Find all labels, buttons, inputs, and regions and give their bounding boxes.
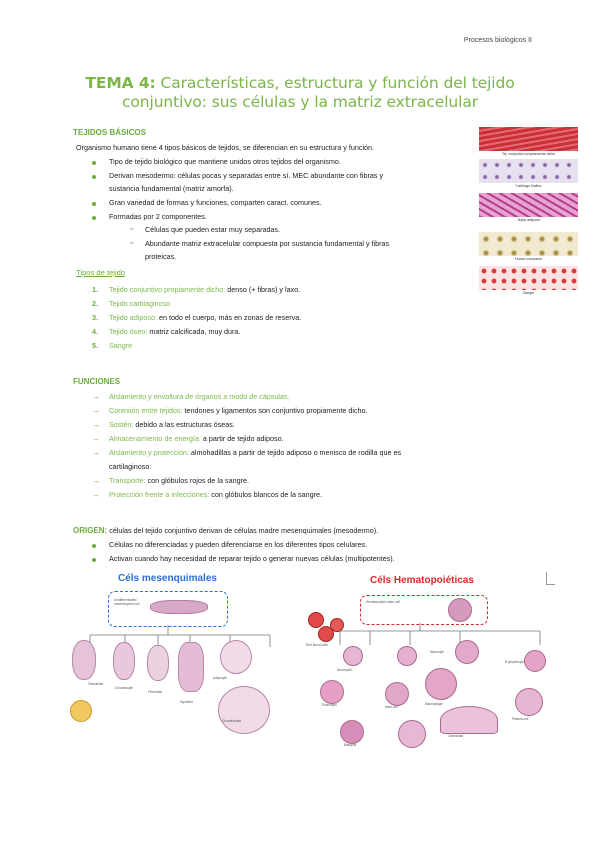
cell-label: Osteoclast — [448, 734, 464, 738]
tipo-name: Tejido óseo: — [109, 327, 148, 336]
title-tema: TEMA 4: — [85, 74, 156, 92]
arrow-icon: → — [92, 476, 100, 485]
funcion-item — [109, 390, 290, 403]
funcion-item — [109, 446, 401, 459]
funcion-name: Aislamiento y envoltura de órganos a modo de cápsulas. — [109, 392, 290, 401]
tipo-number: 3. — [92, 313, 98, 322]
cell-label: Eosinophil — [322, 703, 337, 707]
red-blood-cell-image — [308, 612, 324, 628]
tipo-number: 2. — [92, 299, 98, 308]
funcion-item — [109, 474, 249, 487]
bullet-dot — [92, 202, 96, 206]
tipo-item — [109, 283, 300, 296]
header-subject: Procesos biológicos II — [463, 37, 532, 44]
tejidos-bullet: Formadas por 2 componentes. — [109, 212, 207, 221]
origen-bullet: Células no diferenciadas y pueden diferenciarse en los diferentes tipos celulares. — [109, 540, 368, 549]
sub-arrow-icon: ➢ — [129, 226, 135, 233]
page-title — [40, 74, 560, 112]
mast-cell-image — [385, 682, 409, 706]
osteoblast-cell-image — [72, 640, 96, 680]
diagram-mesenquimales-title: Céls mesenquimales — [118, 573, 217, 584]
tissue-image-hueso — [479, 232, 578, 256]
funcion-desc: a partir de tejido adiposo. — [200, 434, 284, 443]
basophil-precursor-cell-image — [397, 646, 417, 666]
bullet-dot — [92, 216, 96, 220]
tejidos-sub-bullet: proteicas. — [145, 252, 177, 261]
funcion-item — [109, 460, 151, 473]
funcion-name: Protección frente a infecciones: — [109, 490, 210, 499]
macrophage-cell-image — [425, 668, 457, 700]
eosinophil-cell-image — [320, 680, 344, 704]
bullet-dot — [92, 544, 96, 548]
arrow-icon: → — [92, 490, 100, 499]
funcion-item — [109, 418, 235, 431]
bullet-dot — [92, 161, 96, 165]
bullet-dot — [92, 558, 96, 562]
tipo-item — [109, 325, 240, 338]
hematopoietic-tree-lines — [330, 623, 570, 653]
osteoclast-cell-image — [440, 706, 498, 734]
tejidos-sub-bullet: Abundante matriz extracelular compuesta por sustancia fundamental y fibras — [145, 239, 390, 248]
tissue-caption: Tej. conjuntivo propiamente dicho — [501, 152, 556, 156]
red-blood-cell-image — [330, 618, 344, 632]
cell-label: Osteoblast — [88, 682, 104, 686]
tissue-image-cartilago — [479, 159, 578, 183]
tejidos-sub-bullet: Células que pueden estar muy separadas. — [145, 225, 281, 234]
tissue-image-sangre — [479, 266, 578, 290]
tejidos-bullet: Tipo de tejido biológico que mantiene unidos otros tejidos del organismo. — [109, 157, 341, 166]
tissue-caption: Tejido adiposo — [517, 218, 540, 222]
funcion-desc: con glóbulos blancos de la sangre. — [209, 490, 322, 499]
section-tejidos-heading: TEJIDOS BÁSICOS — [73, 128, 146, 137]
osteoclast-precursor-image — [398, 720, 426, 748]
arrow-icon: → — [92, 448, 100, 457]
origen-text: células del tejido conjuntivo derivan de células madre mesenquimales (mesodermo). — [107, 526, 379, 535]
funcion-item — [109, 488, 322, 501]
tipo-item — [109, 297, 170, 310]
chondroblast-cell-image — [218, 686, 270, 734]
basophil-cell-image — [340, 720, 364, 744]
cell-label: Myoblast — [180, 700, 193, 704]
cell-label: Neutrophil — [337, 668, 352, 672]
b-lymphocyte-cell-image — [524, 650, 546, 672]
tissue-image-adiposo — [479, 193, 578, 217]
cell-label: Red blood cells — [306, 643, 328, 647]
funcion-desc: almohadillas a partir de tejido adiposo o menisco de rodilla que es — [188, 448, 402, 457]
cell-label: Mast cell — [385, 705, 398, 709]
tejidos-bullet: Gran variedad de formas y funciones, comparten caract. comunes. — [109, 198, 322, 207]
tipo-desc: matriz calcificada, muy dura. — [147, 327, 241, 336]
tipo-item — [109, 311, 301, 324]
adipocyte-cell-image — [178, 642, 204, 692]
tipo-number: 4. — [92, 327, 98, 336]
tipo-name: Sangre — [109, 341, 133, 350]
tipo-number: 5. — [92, 341, 98, 350]
tipo-name: Tejido conjuntivo propiamente dicho: — [109, 285, 226, 294]
origen-bullet: Activan cuando hay necesidad de reparar tejido o generar nuevas células (multipotentes). — [109, 554, 395, 563]
arrow-icon: → — [92, 392, 100, 401]
tipo-name: Tejido cartilaginoso — [109, 299, 171, 308]
cell-label: Plasma cell — [512, 717, 529, 721]
cell-label: Fibroblast — [148, 690, 162, 694]
funcion-item — [109, 404, 368, 417]
tipo-desc: denso (+ fibras) y laxo. — [225, 285, 301, 294]
arrow-icon: → — [92, 420, 100, 429]
cell-label: Macrophage — [425, 702, 443, 706]
tejidos-bullet: sustancia fundamental (matriz amorfa). — [109, 184, 234, 193]
tissue-caption: Cartílago hialino — [515, 184, 542, 188]
myoblast-cell-image — [220, 640, 252, 674]
cell-label: Basophil — [344, 743, 357, 747]
mesenchymal-cell-image — [150, 600, 208, 614]
cell-label: Chondrocyte — [115, 686, 134, 690]
bullet-dot — [92, 175, 96, 179]
plasma-cell-image — [515, 688, 543, 716]
funcion-desc: cartilaginoso. — [109, 462, 152, 471]
funcion-name: Aislamiento y protección: — [109, 448, 189, 457]
tejidos-bullet: Derivan mesodermo: células pocas y separadas entre sí. MEC abundante con fibras y — [109, 171, 384, 180]
arrow-icon: → — [92, 406, 100, 415]
funcion-desc: debido a las estructuras óseas. — [133, 420, 235, 429]
funcion-item — [109, 432, 284, 445]
cell-label: Chondroblast — [222, 719, 241, 723]
hematopoietic-root-label: Hematopoietic stem cell — [366, 600, 400, 604]
cell-label: Adipocyte — [213, 676, 227, 680]
stem-cell-image — [448, 598, 472, 622]
tipo-item — [109, 339, 132, 352]
funcion-name: Sostén: — [109, 420, 134, 429]
section-origen-heading: ORIGEN: — [73, 526, 108, 535]
arrow-icon: → — [92, 434, 100, 443]
tejidos-intro: Organismo humano tiene 4 tipos básicos de tejidos, se diferencian en su estructura y función. — [76, 143, 375, 152]
title-rest: Características, estructura y función del tejido — [155, 74, 515, 92]
chondrocyte-cell-image — [113, 642, 135, 680]
mesenquimal-root-label: Undifferentiated mesenchymal cell — [114, 598, 140, 606]
funcion-desc: tendones y ligamentos son conjuntivo propiamente dicho. — [182, 406, 368, 415]
title-line2: conjuntivo: sus células y la matriz extracelular — [121, 93, 479, 111]
fibroblast-cell-image — [147, 645, 169, 681]
neutrophil-cell-image — [343, 646, 363, 666]
section-funciones-heading: FUNCIONES — [73, 377, 121, 386]
funcion-name: Almacenamiento de energía: — [109, 434, 201, 443]
funcion-desc: con glóbulos rojos de la sangre. — [145, 476, 249, 485]
tissue-caption: Sangre — [522, 291, 535, 295]
diagram-hematopoyeticas-title: Céls Hematopoiéticas — [370, 575, 474, 586]
cell-label: B lymphocyte — [505, 660, 525, 664]
corner-mark — [546, 572, 555, 585]
tipo-number: 1. — [92, 285, 98, 294]
osteocyte-cell-image — [70, 700, 92, 722]
funcion-name: Transporte: — [109, 476, 146, 485]
cell-label: Monocyte — [430, 650, 444, 654]
tipo-desc: en todo el cuerpo, más en zonas de reserva. — [156, 313, 302, 322]
monocyte-cell-image — [455, 640, 479, 664]
origen-paragraph — [73, 524, 378, 537]
tissue-caption: Hueso compacto — [515, 257, 542, 261]
funcion-name: Conexión entre tejidos: — [109, 406, 183, 415]
sub-arrow-icon: ➢ — [129, 240, 135, 247]
tipo-name: Tejido adiposo: — [109, 313, 157, 322]
tipos-heading: Tipos de tejido — [76, 268, 126, 277]
tissue-image-conjuntivo — [479, 127, 578, 151]
